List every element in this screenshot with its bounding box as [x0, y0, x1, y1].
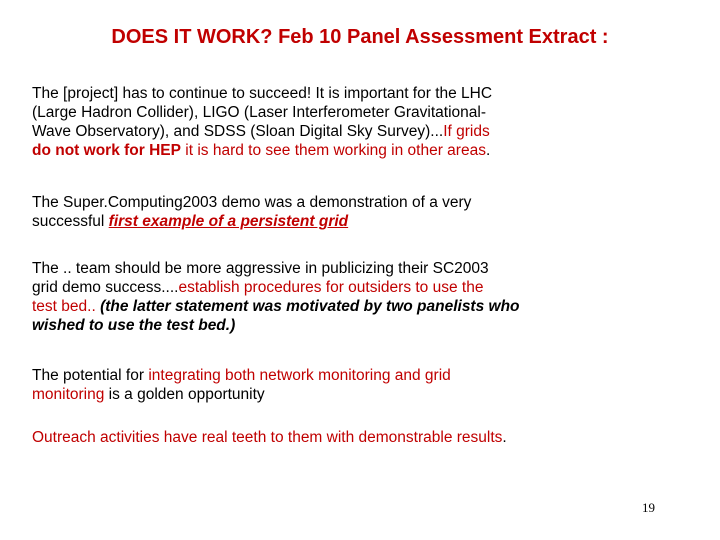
- text-line: test bed.. (the latter statement was motivated by two panelists who: [32, 298, 520, 315]
- text-line: Outreach activities have real teeth to them with demonstrable results.: [32, 429, 507, 446]
- text-line: successful first example of a persistent grid: [32, 213, 349, 230]
- highlight-text: monitoring: [32, 386, 105, 403]
- paragraph-outreach: [32, 428, 507, 447]
- highlight-text: test bed..: [32, 298, 96, 315]
- text-line: grid demo success....establish procedures for outsiders to use the: [32, 279, 484, 296]
- highlight-text: it is hard to see them working in other areas: [185, 142, 486, 159]
- highlight-text: Outreach activities have real teeth to them with demonstrable results: [32, 429, 503, 446]
- text-line: wished to use the test bed.): [32, 317, 236, 334]
- text-line: The Super.Computing2003 demo was a demonstration of a very: [32, 194, 472, 211]
- text-line: Wave Observatory), and SDSS (Sloan Digital Sky Survey)...If grids: [32, 123, 490, 140]
- highlight-text: first example of a persistent grid: [108, 213, 349, 230]
- paragraph-monitoring: [32, 366, 451, 404]
- highlight-text: integrating both network monitoring and grid: [148, 367, 451, 384]
- text-line: (Large Hadron Collider), LIGO (Laser Interferometer Gravitational-: [32, 104, 486, 121]
- text-line: The .. team should be more aggressive in publicizing their SC2003: [32, 260, 489, 277]
- highlight-text: establish procedures for outsiders to use the: [178, 279, 484, 296]
- text-line: The [project] has to continue to succeed! It is important for the LHC: [32, 85, 493, 102]
- slide-title: DOES IT WORK? Feb 10 Panel Assessment Extract :: [111, 26, 609, 48]
- paragraph-publicizing: [32, 259, 520, 335]
- highlight-text: do not work for HEP: [32, 142, 181, 159]
- highlight-text: If grids: [443, 123, 490, 140]
- text-line: monitoring is a golden opportunity: [32, 386, 265, 403]
- paragraph-sc2003-demo: [32, 193, 471, 231]
- text-line: The potential for integrating both network monitoring and grid: [32, 367, 451, 384]
- paragraph-lhc-ligo-sdss: [32, 84, 492, 160]
- text-line: do not work for HEP it is hard to see them working in other areas.: [32, 142, 491, 159]
- page-number: 19: [642, 500, 655, 515]
